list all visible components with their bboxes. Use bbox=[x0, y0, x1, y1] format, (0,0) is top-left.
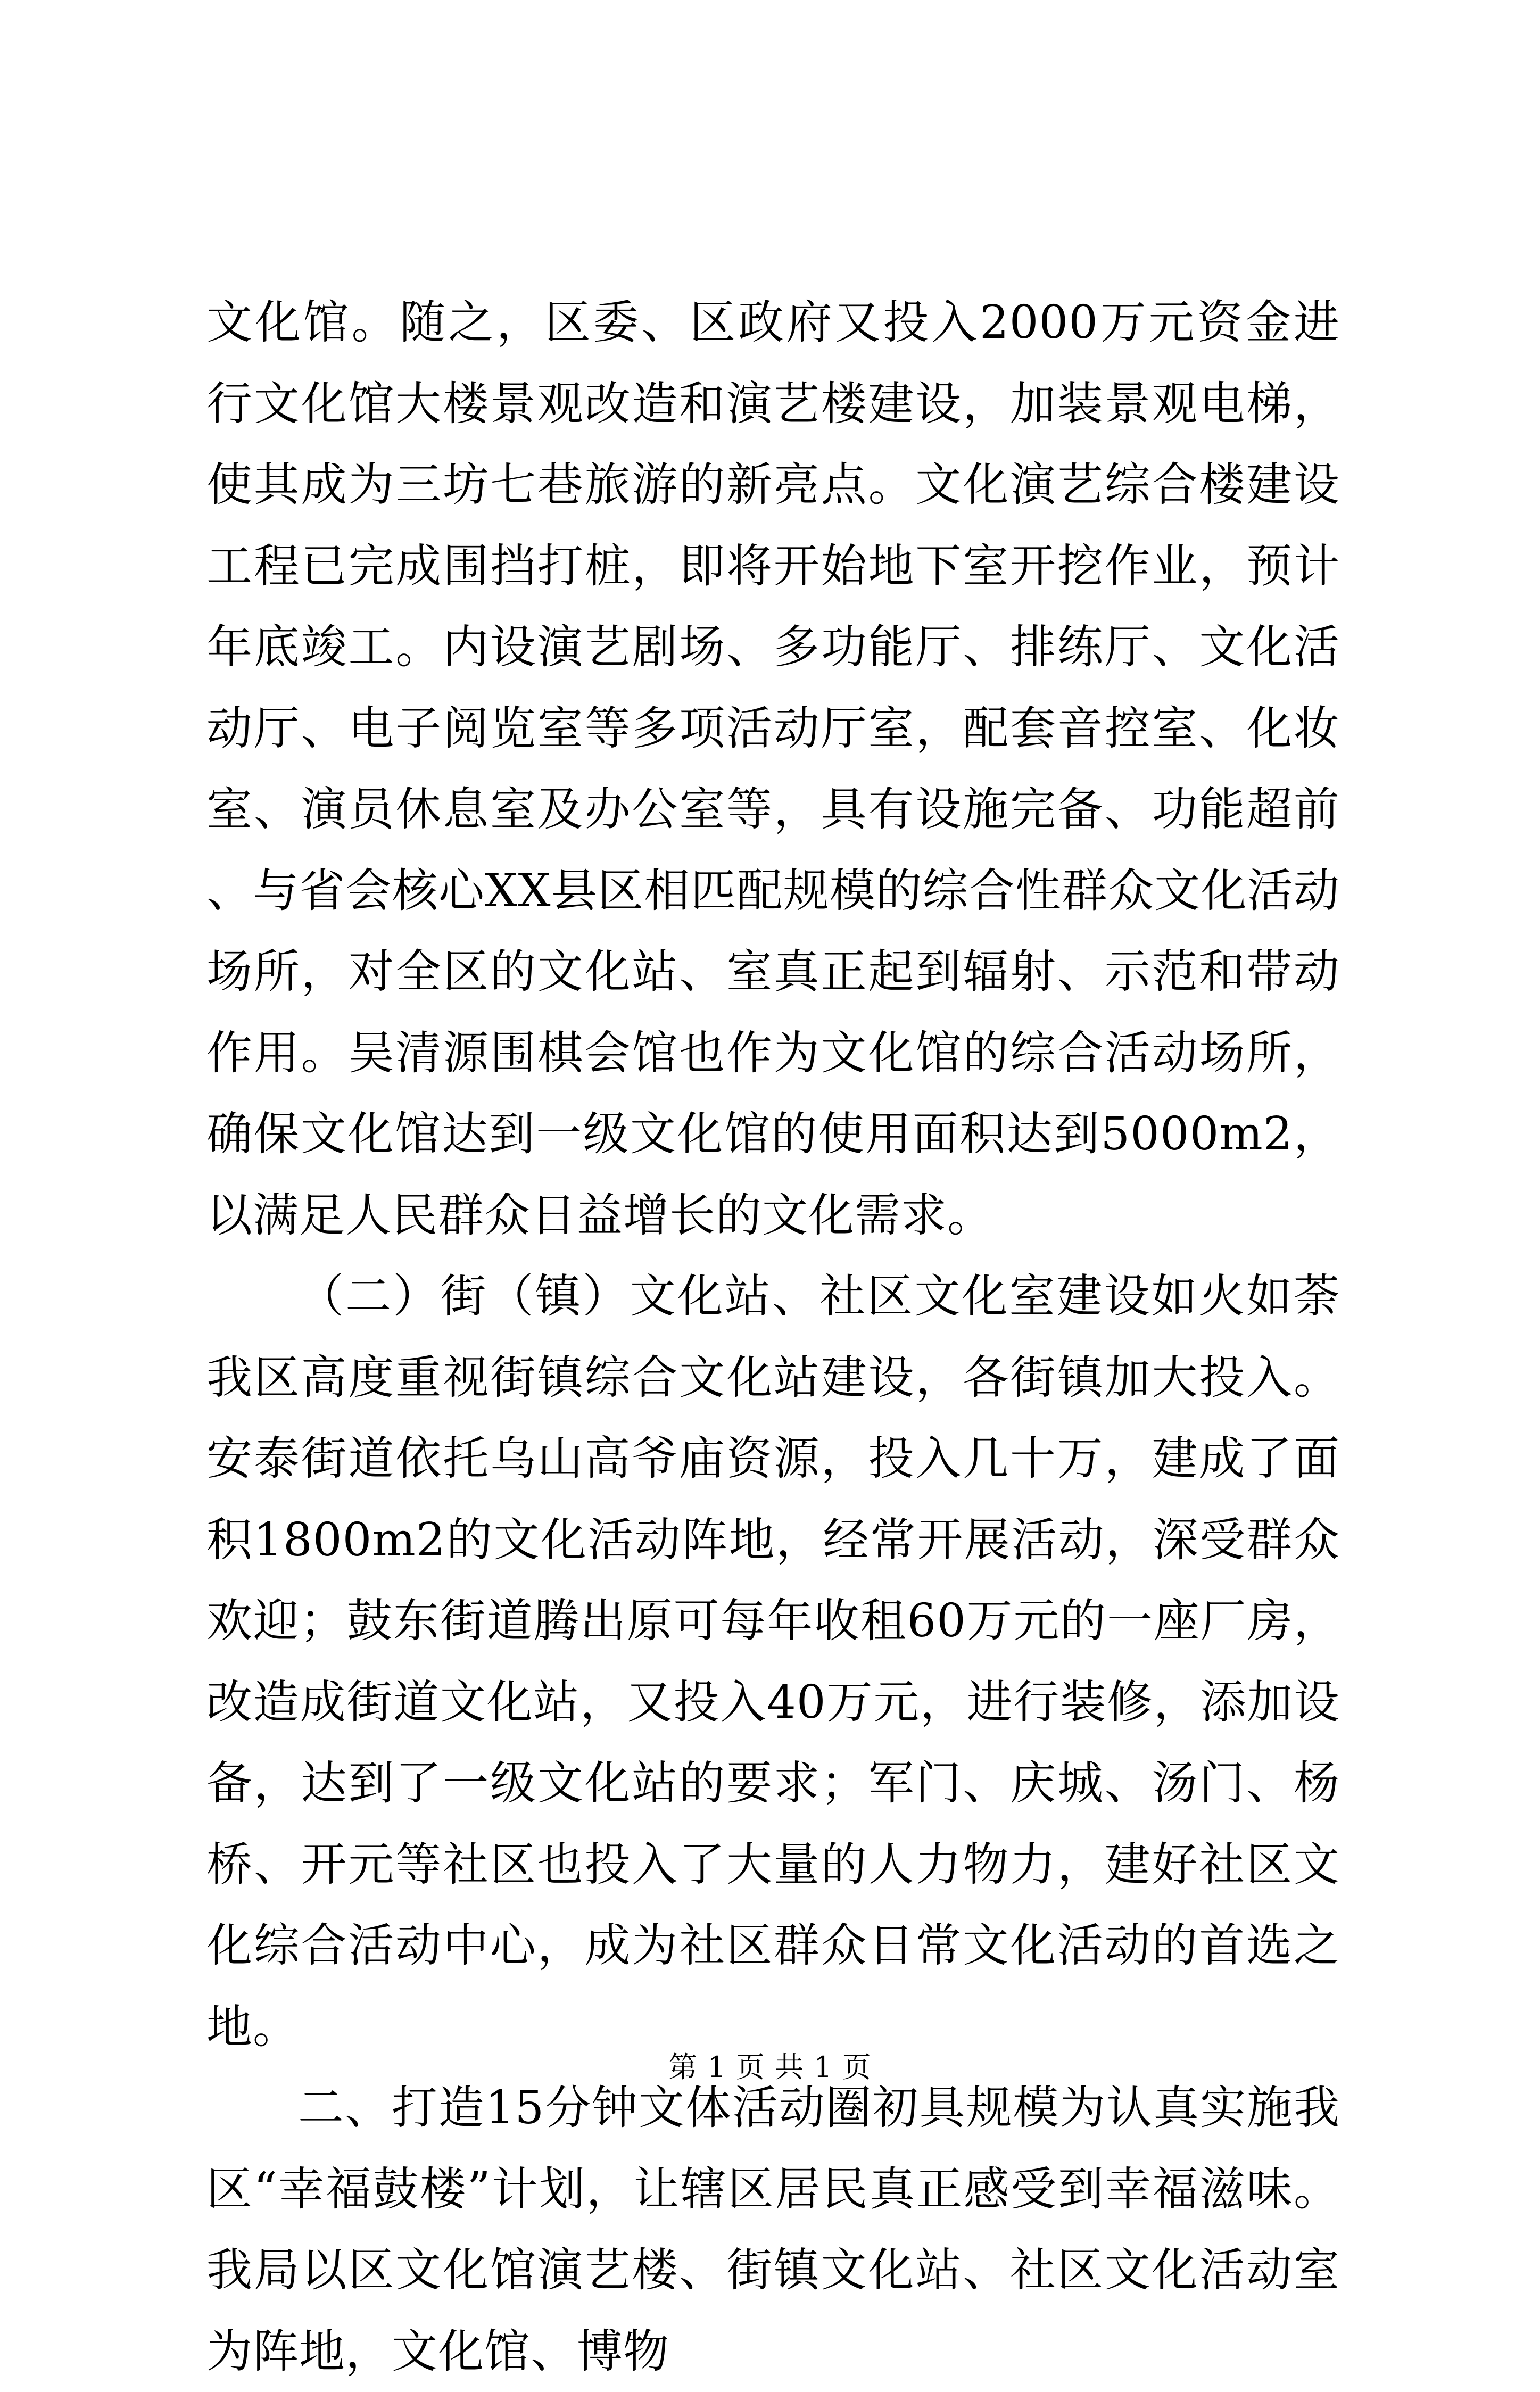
paragraph-street-stations: （二）街（镇）文化站、社区文化室建设如火如荼我区高度重视街镇综合文化站建设，各街镇加大投入。安泰街道依托乌山高爷庙资源，投入几十万，建成了面积1800m2的文化活动阵地，经常开展活动，深受群众欢迎；鼓东街道腾出原可每年收租60万元的一座厂房，改造成街道文化站，又投入40万元，进行装修，添加设备，达到了一级文化站的要求；军门、庆城、汤门、杨桥、开元等社区也投入了大量的人力物力，建好社区文化综合活动中心，成为社区群众日常文化活动的首选之地。 bbox=[206, 1270, 1340, 2054]
page-footer bbox=[0, 2046, 1540, 2089]
paragraph-cultural-center: 文化馆。随之，区委、区政府又投入2000万元资金进行文化馆大楼景观改造和演艺楼建设，加装景观电梯，使其成为三坊七巷旅游的新亮点。文化演艺综合楼建设工程已完成围挡打桩，即将开始地下室开挖作业，预计年底竣工。内设演艺剧场、多功能厅、排练厅、文化活动厅、电子阅览室等多项活动厅室，配套音控室、化妆室、演员休息室及办公室等，具有设施完备、功能超前、与省会核心XX县区相匹配规模的综合性群众文化活动场所，对全区的文化站、室真正起到辐射、示范和带动作用。吴清源围棋会馆也作为文化馆的综合活动场所，确保文化馆达到一级文化馆的使用面积达到5000m2，以满足人民群众日益增长的文化需求。 bbox=[206, 296, 1340, 1242]
page-number-label: 第 1 页 共 1 页 bbox=[668, 2050, 872, 2084]
paragraph-activity-circle: 二、打造15分钟文体活动圈初具规模为认真实施我区“幸福鼓楼”计划，让辖区居民真正感受到幸福滋味。我局以区文化馆演艺楼、街镇文化站、社区文化活动室为阵地，文化馆、博物 bbox=[206, 2081, 1340, 2378]
